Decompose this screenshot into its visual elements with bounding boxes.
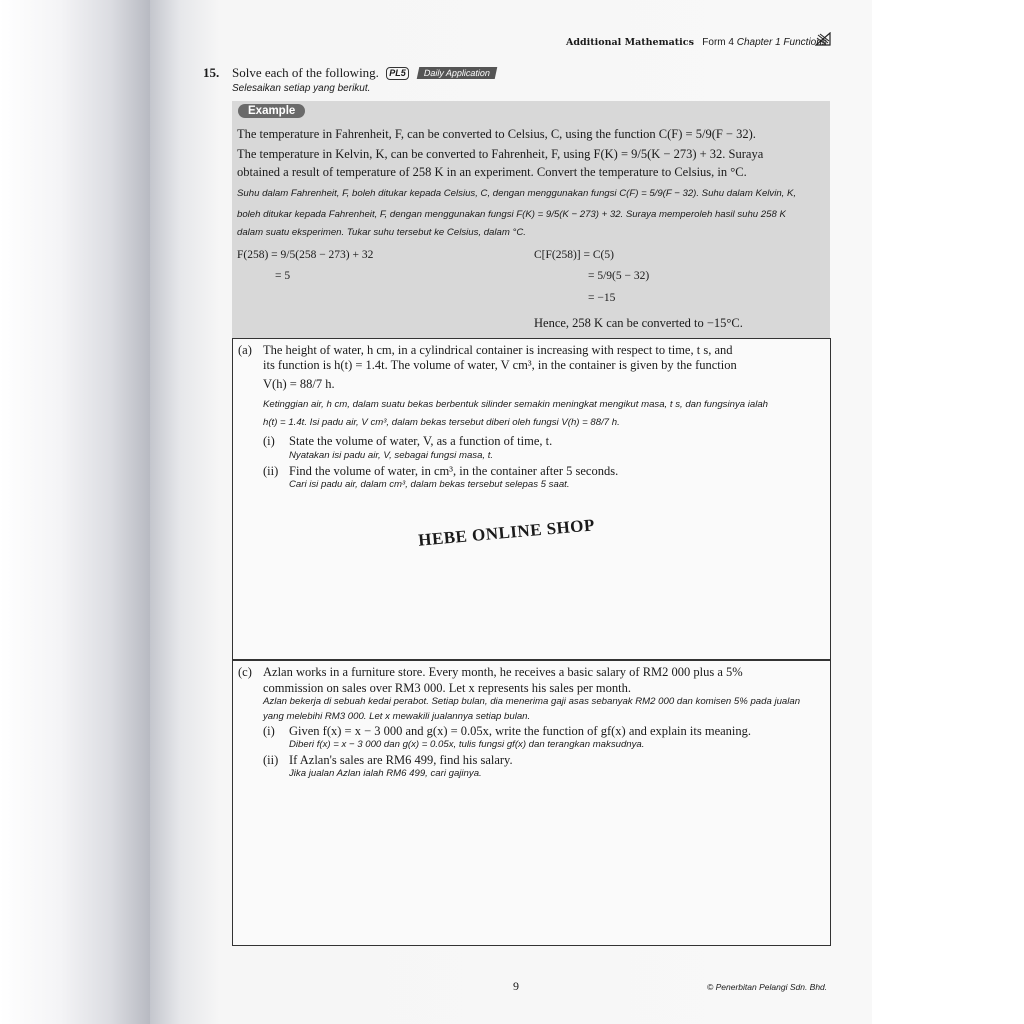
part-c-ii-label: (ii) bbox=[263, 753, 279, 767]
example-line-1: The temperature in Fahrenheit, F, can be converted to Celsius, C, using the function C(F) = 5/9(F − 32). bbox=[237, 127, 756, 141]
part-a-ii-en: Find the volume of water, in cm³, in the container after 5 seconds. bbox=[289, 464, 619, 478]
example-line-2: The temperature in Kelvin, K, can be converted to Fahrenheit, F, using F(K) = 9/5(K − 273) + 32. Suraya bbox=[237, 147, 764, 161]
part-a-i-ms: Nyatakan isi padu air, V, sebagai fungsi masa, t. bbox=[289, 450, 494, 461]
part-c-ii-en: If Azlan's sales are RM6 499, find his salary. bbox=[289, 753, 513, 767]
part-c-ms-1: Azlan bekerja di sebuah kedai perabot. Setiap bulan, dia menerima gaji asas sebanyak RM2 000 dan komisen 5% pada jualan bbox=[263, 696, 801, 707]
watermark-text: HEBE ONLINE SHOP bbox=[417, 515, 596, 550]
part-c-ms-2: yang melebihi RM3 000. Let x mewakili jualannya setiap bulan. bbox=[263, 711, 531, 722]
chapter-icon bbox=[815, 32, 831, 51]
copyright-notice: © Penerbitan Pelangi Sdn. Bhd. bbox=[707, 982, 828, 992]
question-title-text: Solve each of the following. bbox=[232, 65, 379, 80]
part-c-label: (c) bbox=[238, 665, 252, 679]
daily-application-badge: Daily Application bbox=[417, 67, 498, 79]
part-a-label: (a) bbox=[238, 343, 252, 357]
work-left-2: = 5 bbox=[275, 270, 291, 282]
work-right-3: = −15 bbox=[588, 292, 616, 304]
example-ms-3: dalam suatu eksperimen. Tukar suhu tersebut ke Celsius, dalam °C. bbox=[237, 227, 526, 238]
part-a-en-1: The height of water, h cm, in a cylindrical container is increasing with respect to time, t s, and bbox=[263, 343, 733, 357]
pl-tag: PL5 bbox=[386, 67, 409, 80]
page-number: 9 bbox=[513, 979, 519, 993]
example-tag: Example bbox=[238, 104, 305, 118]
header-form: Form 4 bbox=[702, 37, 734, 48]
header-subject: Additional Mathematics bbox=[566, 37, 694, 48]
header-chapter: Chapter 1 Functions bbox=[736, 37, 827, 48]
question-title bbox=[232, 65, 496, 81]
part-a-ms-2: h(t) = 1.4t. Isi padu air, V cm³, dalam bekas tersebut diberi oleh fungsi V(h) = 88/7 h. bbox=[263, 417, 620, 428]
example-box bbox=[232, 101, 830, 338]
running-header bbox=[566, 37, 827, 48]
book-binding-shadow bbox=[0, 0, 150, 1024]
part-a-en-3: V(h) = 88/7 h. bbox=[263, 377, 335, 391]
part-a-en-2: its function is h(t) = 1.4t. The volume of water, V cm³, in the container is given by the function bbox=[263, 358, 737, 372]
part-a-i-label: (i) bbox=[263, 434, 275, 448]
work-right-2: = 5/9(5 − 32) bbox=[588, 270, 650, 282]
background bbox=[872, 0, 1024, 1024]
part-c-en-1: Azlan works in a furniture store. Every month, he receives a basic salary of RM2 000 plus a 5% bbox=[263, 665, 743, 679]
example-line-3: obtained a result of temperature of 258 K in an experiment. Convert the temperature to Celsius, in °C. bbox=[237, 165, 747, 179]
part-a-ii-label: (ii) bbox=[263, 464, 279, 478]
example-ms-1: Suhu dalam Fahrenheit, F, boleh ditukar kepada Celsius, C, dengan menggunakan fungsi C(F) = 5/9(F − 32). Suhu dalam Kelvin, K, bbox=[237, 188, 797, 199]
example-ms-2: boleh ditukar kepada Fahrenheit, F, dengan menggunakan fungsi F(K) = 9/5(K − 273) + 32. Suraya memperoleh hasil suhu 258 K bbox=[237, 209, 786, 220]
part-c-en-2: commission on sales over RM3 000. Let x represents his sales per month. bbox=[263, 681, 631, 695]
example-conclusion: Hence, 258 K can be converted to −15°C. bbox=[534, 316, 743, 330]
part-c-i-label: (i) bbox=[263, 724, 275, 738]
part-a-i-en: State the volume of water, V, as a function of time, t. bbox=[289, 434, 553, 448]
part-a-ii-ms: Cari isi padu air, dalam cm³, dalam bekas tersebut selepas 5 saat. bbox=[289, 479, 570, 490]
work-right-1: C[F(258)] = C(5) bbox=[534, 249, 614, 261]
part-a-ms-1: Ketinggian air, h cm, dalam suatu bekas berbentuk silinder semakin meningkat mengikut masa, t s, dan fungsinya ialah bbox=[263, 399, 769, 410]
work-left-1: F(258) = 9/5(258 − 273) + 32 bbox=[237, 249, 374, 261]
part-c-i-en: Given f(x) = x − 3 000 and g(x) = 0.05x, write the function of gf(x) and explain its meaning. bbox=[289, 724, 752, 738]
answer-box-a bbox=[232, 338, 831, 660]
question-title-ms: Selesaikan setiap yang berikut. bbox=[232, 83, 371, 94]
part-c-i-ms: Diberi f(x) = x − 3 000 dan g(x) = 0.05x, tulis fungsi gf(x) dan terangkan maksudnya. bbox=[289, 739, 645, 750]
question-number: 15. bbox=[203, 65, 220, 80]
answer-box-c bbox=[232, 660, 831, 946]
part-c-ii-ms: Jika jualan Azlan ialah RM6 499, cari gajinya. bbox=[289, 768, 482, 779]
